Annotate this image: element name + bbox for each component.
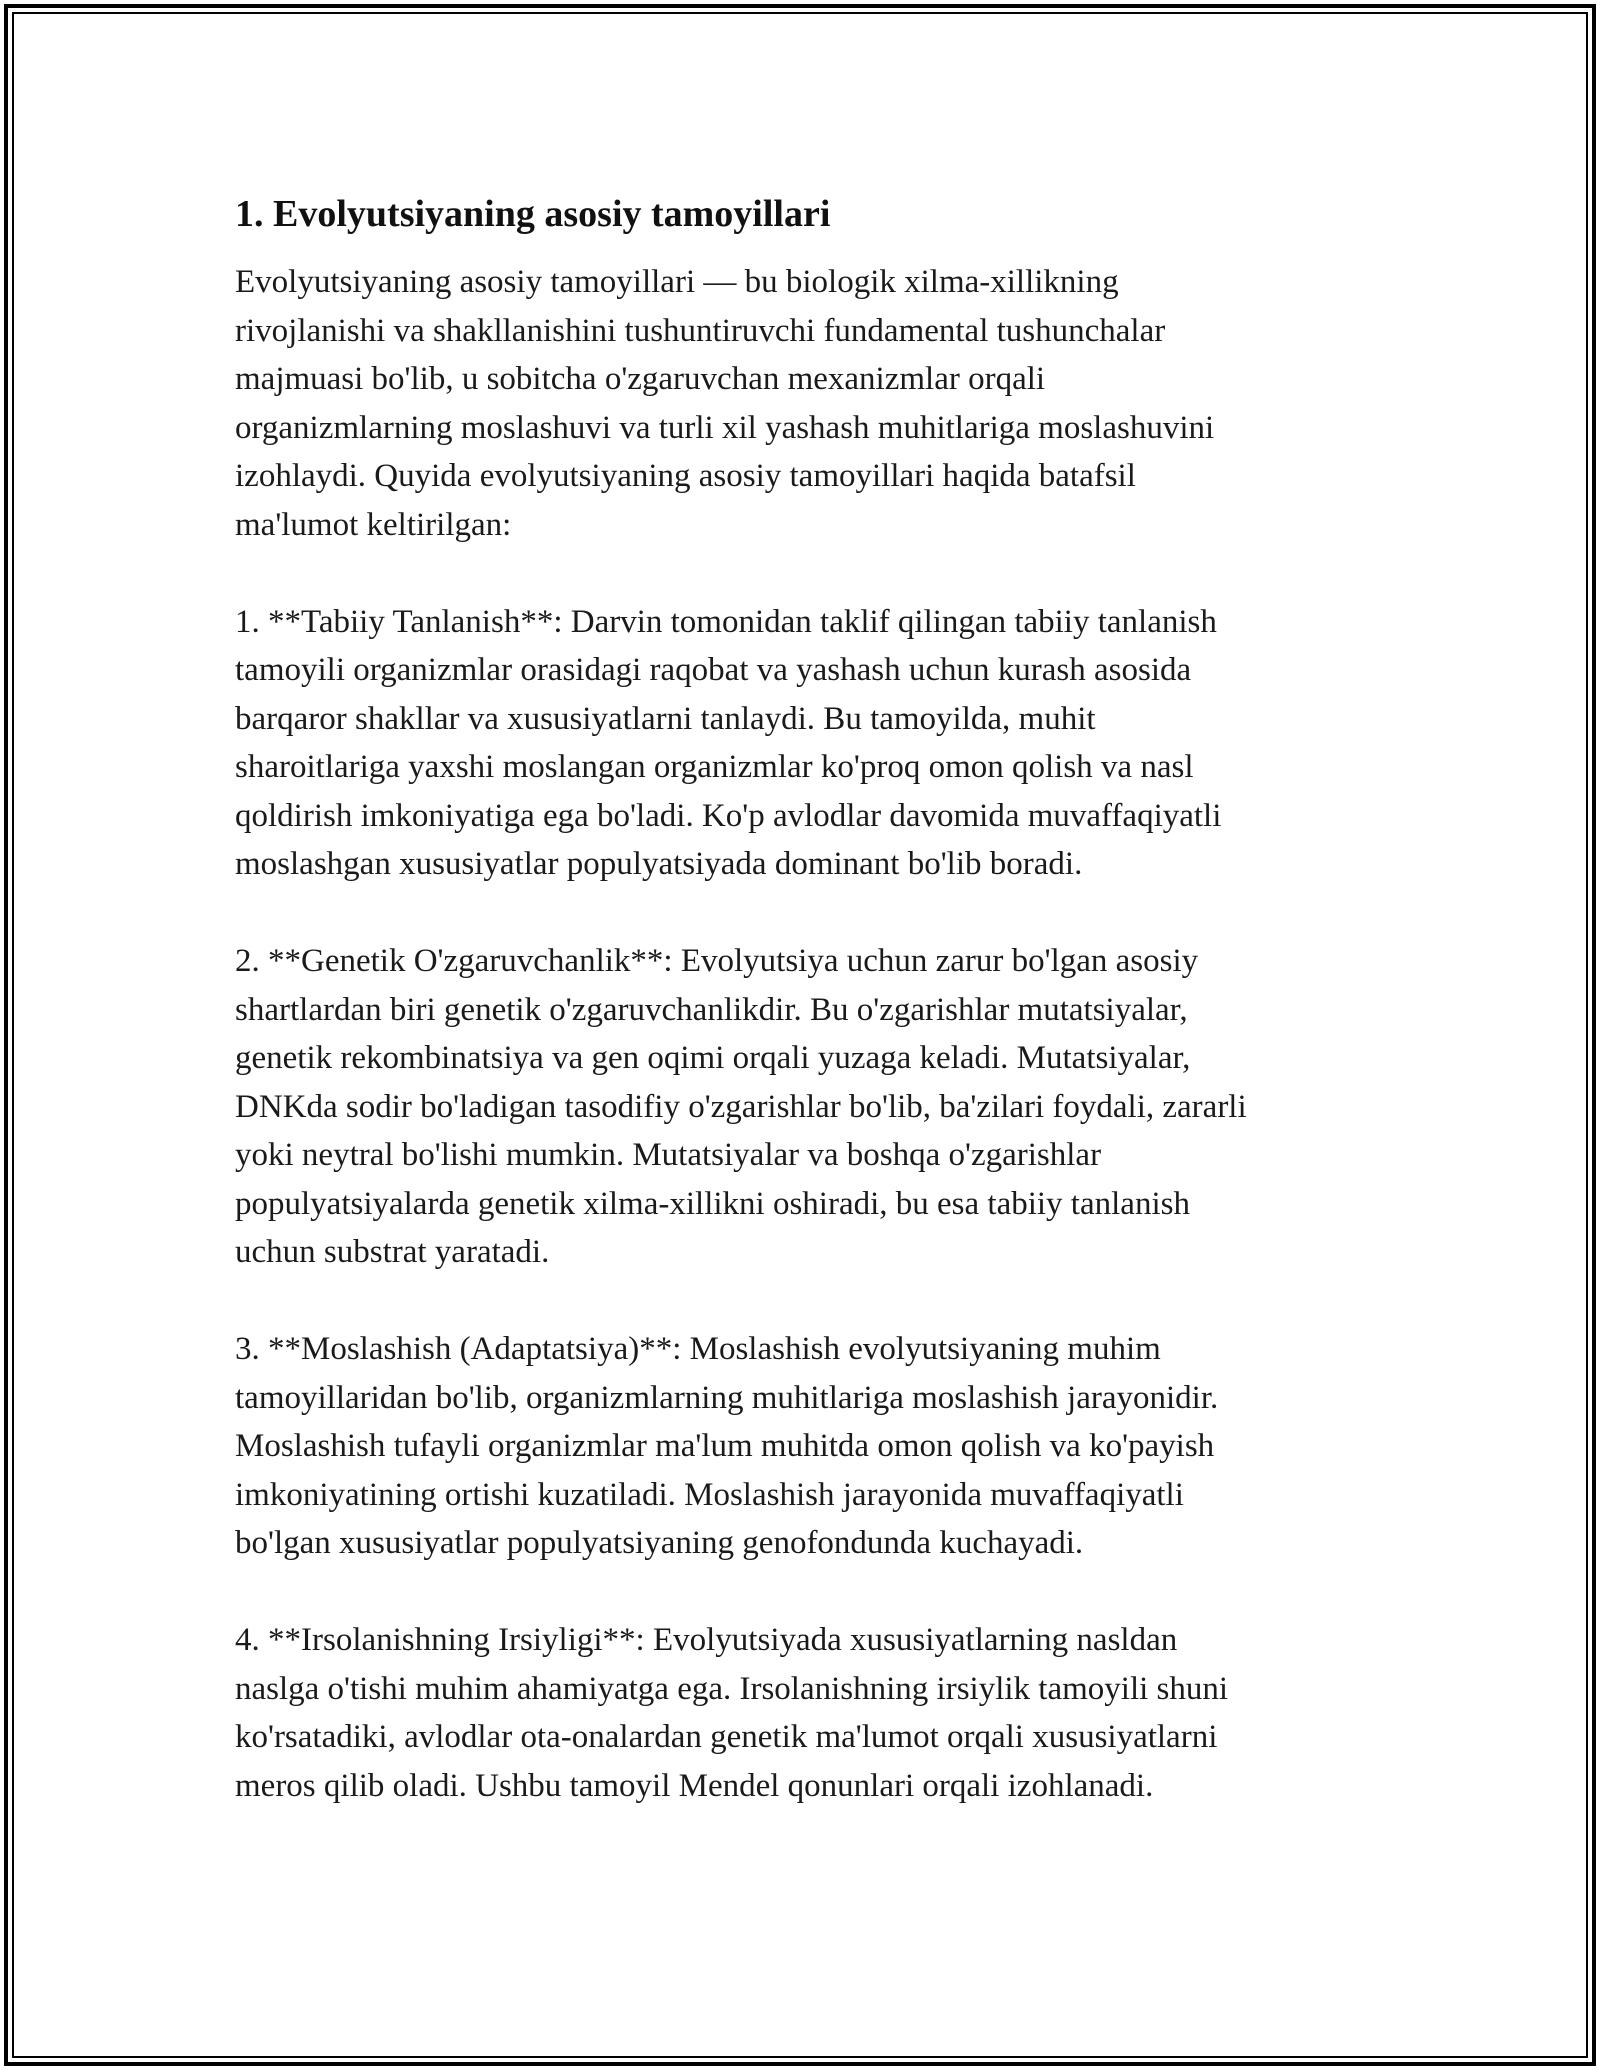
text-line: rivojlanishi va shakllanishini tushuntiruvchi fundamental tushunchalar xyxy=(235,312,1166,349)
text-line: shartlardan biri genetik o'zgaruvchanlikdir. Bu o'zgarishlar mutatsiyalar, xyxy=(235,991,1188,1028)
text-line: qoldirish imkoniyatiga ega bo'ladi. Ko'p avlodlar davomida muvaffaqiyatli xyxy=(235,797,1222,834)
principle-paragraph-heredity xyxy=(235,1616,1375,1810)
text-line: 3. **Moslashish (Adaptatsiya)**: Moslashish evolyutsiyaning muhim xyxy=(235,1331,1161,1367)
principle-paragraph-adaptation xyxy=(235,1325,1375,1568)
text-line: izohlaydi. Quyida evolyutsiyaning asosiy tamoyillari haqida batafsil xyxy=(235,458,1136,494)
text-line: populyatsiyalarda genetik xilma-xillikni oshiradi, bu esa tabiiy tanlanish xyxy=(235,1185,1190,1222)
text-line: ko'rsatadiki, avlodlar ota-onalardan genetik ma'lumot orqali xususiyatlarni xyxy=(235,1719,1218,1755)
text-line: tamoyili organizmlar orasidagi raqobat va yashash uchun kurash asosida xyxy=(235,652,1192,688)
text-line: 4. **Irsolanishning Irsiyligi**: Evolyutsiyada xususiyatlarning nasldan xyxy=(235,1622,1178,1658)
text-line: imkoniyatining ortishi kuzatiladi. Moslashish jarayonida muvaffaqiyatli xyxy=(235,1476,1184,1513)
text-line: tamoyillaridan bo'lib, organizmlarning muhitlariga moslashish jarayonidir. xyxy=(235,1379,1219,1416)
text-line: 1. **Tabiiy Tanlanish**: Darvin tomonidan taklif qilingan tabiiy tanlanish xyxy=(235,603,1217,640)
section-heading: 1. Evolyutsiyaning asosiy tamoyillari xyxy=(235,193,831,235)
text-line: ma'lumot keltirilgan: xyxy=(235,506,512,543)
text-line: Moslashish tufayli organizmlar ma'lum muhitda omon qolish va ko'payish xyxy=(235,1428,1215,1464)
text-line: sharoitlariga yaxshi moslangan organizmlar ko'proq omon qolish va nasl xyxy=(235,749,1194,785)
text-line: Evolyutsiyaning asosiy tamoyillari — bu biologik xilma-xillikning xyxy=(235,264,1119,300)
intro-paragraph xyxy=(235,258,1375,549)
principle-paragraph-genetic-variation xyxy=(235,937,1375,1277)
text-line: barqaror shakllar va xususiyatlarni tanlaydi. Bu tamoyilda, muhit xyxy=(235,700,1096,737)
text-line: DNKda sodir bo'ladigan tasodifiy o'zgarishlar bo'lib, ba'zilari foydali, zararli xyxy=(235,1088,1247,1125)
principle-paragraph-natural-selection xyxy=(235,598,1375,889)
text-line: yoki neytral bo'lishi mumkin. Mutatsiyalar va boshqa o'zgarishlar xyxy=(235,1137,1102,1173)
text-line: meros qilib oladi. Ushbu tamoyil Mendel qonunlari orqali izohlanadi. xyxy=(235,1767,1154,1804)
text-line: moslashgan xususiyatlar populyatsiyada dominant bo'lib boradi. xyxy=(235,846,1083,882)
document-body xyxy=(235,188,1375,1859)
text-line: organizmlarning moslashuvi va turli xil yashash muhitlariga moslashuvini xyxy=(235,409,1215,446)
text-line: 2. **Genetik O'zgaruvchanlik**: Evolyutsiya uchun zarur bo'lgan asosiy xyxy=(235,943,1199,979)
text-line: uchun substrat yaratadi. xyxy=(235,1234,550,1270)
text-line: majmuasi bo'lib, u sobitcha o'zgaruvchan mexanizmlar orqali xyxy=(235,361,1046,397)
text-line: bo'lgan xususiyatlar populyatsiyaning genofondunda kuchayadi. xyxy=(235,1525,1084,1561)
text-line: naslga o'tishi muhim ahamiyatga ega. Irsolanishning irsiylik tamoyili shuni xyxy=(235,1670,1229,1707)
text-line: genetik rekombinatsiya va gen oqimi orqali yuzaga keladi. Mutatsiyalar, xyxy=(235,1040,1191,1076)
